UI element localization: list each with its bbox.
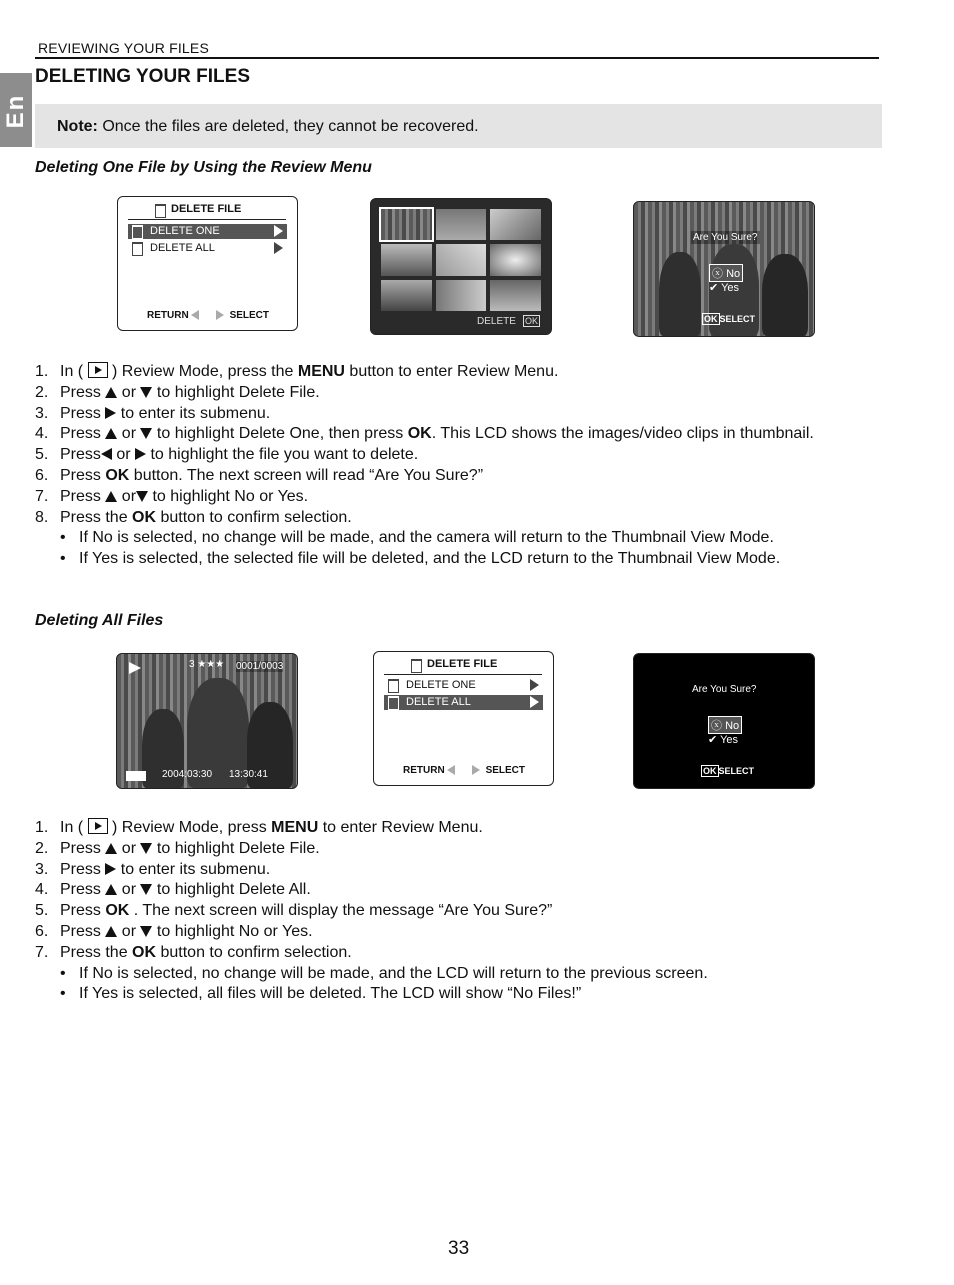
- arrow-down-icon: [140, 884, 152, 895]
- language-tab: [0, 73, 32, 147]
- step-text: Press or to highlight the file you want to delete.: [60, 446, 419, 464]
- thumbnail: [436, 244, 487, 275]
- step-text: In ( ) Review Mode, press the MENU button to enter Review Menu.: [60, 363, 559, 380]
- menu-item-label: DELETE ALL: [406, 696, 471, 708]
- option-yes-label: Yes: [720, 734, 739, 746]
- arrow-up-icon: [105, 926, 117, 937]
- step-text: Press OK button. The next screen will read “Are You Sure?”: [60, 466, 484, 484]
- photo-figure: [659, 252, 701, 336]
- menu-footer-select: [216, 310, 269, 321]
- lcd-thumbnails: [370, 198, 552, 335]
- step-text: Press or to highlight Delete One, then press OK. This LCD shows the images/video clips in thumbnail.: [60, 425, 814, 443]
- play-mode-icon: [88, 818, 108, 834]
- bullet-marker: •: [60, 964, 66, 982]
- header-rule: [35, 57, 879, 59]
- step-number: 1.: [35, 819, 49, 836]
- note-body: Once the files are deleted, they cannot be recovered.: [97, 118, 479, 135]
- thumbnail: [381, 280, 432, 311]
- arrow-down-icon: [140, 926, 152, 937]
- quality-value: 3: [189, 659, 195, 670]
- menu-footer-return: [403, 765, 455, 776]
- menu-title: DELETE FILE: [427, 658, 498, 670]
- menu-item-delete-one: [128, 224, 287, 239]
- menu-footer-return: [147, 310, 199, 321]
- thumbnail: [490, 244, 541, 275]
- option-no-label: No: [725, 720, 740, 732]
- emphasis: MENU: [297, 363, 345, 380]
- return-label: RETURN: [147, 310, 189, 321]
- emphasis: OK: [105, 466, 130, 484]
- arrow-right-icon: [105, 863, 116, 875]
- note-box: [35, 104, 882, 148]
- file-counter: 0001/0003: [236, 661, 284, 672]
- arrow-up-icon: [105, 491, 117, 502]
- menu-item-delete-all: [384, 695, 543, 710]
- step-number: 4.: [35, 881, 49, 899]
- emphasis: OK: [132, 943, 157, 961]
- arrow-up-icon: [105, 843, 117, 854]
- bullet-marker: •: [60, 985, 66, 1003]
- thumbnail: [381, 244, 432, 275]
- page-title: DELETING YOUR FILES: [35, 66, 251, 87]
- thumbnail: [436, 280, 487, 311]
- step-number: 3.: [35, 860, 49, 878]
- date-stamp: 2004:03:30: [162, 769, 213, 780]
- stars-icon: ★★★: [197, 659, 225, 670]
- emphasis: OK: [407, 425, 432, 443]
- step-number: 4.: [35, 425, 49, 443]
- ok-select-footer: [702, 313, 755, 325]
- step-number: 2.: [35, 383, 49, 401]
- confirm-question: Are You Sure?: [692, 684, 757, 695]
- step-text: In ( ) Review Mode, press MENU to enter Review Menu.: [60, 819, 483, 836]
- confirm-question: Are You Sure?: [693, 232, 758, 243]
- battery-icon: [126, 771, 146, 781]
- arrow-up-icon: [105, 884, 117, 895]
- thumbnail: [436, 209, 487, 240]
- trash-icon: [388, 696, 399, 710]
- bullet-marker: •: [60, 529, 66, 547]
- bullet-text: If Yes is selected, the selected file will be deleted, and the LCD return to the Thumbnail View Mode.: [79, 550, 781, 568]
- delete-label: DELETE: [477, 316, 516, 327]
- option-no-label: No: [726, 268, 741, 280]
- arrow-right-icon: [472, 765, 480, 775]
- arrow-down-icon: [136, 491, 148, 502]
- play-mode-icon: [129, 662, 141, 674]
- menu-item-delete-all: [128, 241, 287, 256]
- ok-badge: OK: [703, 766, 717, 776]
- step-number: 2.: [35, 839, 49, 857]
- arrow-right-icon: [274, 225, 283, 237]
- return-label: RETURN: [403, 765, 445, 776]
- lcd-playback-photo: [116, 653, 298, 789]
- step-number: 5.: [35, 446, 49, 464]
- step-number: 6.: [35, 466, 49, 484]
- step-text: Press or to highlight Delete File.: [60, 383, 320, 401]
- emphasis: OK: [105, 902, 130, 920]
- step-number: 5.: [35, 902, 49, 920]
- time-stamp: 13:30:41: [229, 769, 268, 780]
- thumbnail: [490, 280, 541, 311]
- step-text: Press to enter its submenu.: [60, 860, 271, 878]
- arrow-down-icon: [140, 387, 152, 398]
- step-text: Press or to highlight Delete All.: [60, 881, 311, 899]
- arrow-right-icon: [105, 407, 116, 419]
- select-label: SELECT: [229, 310, 270, 321]
- emphasis: MENU: [271, 819, 319, 836]
- menu-title: DELETE FILE: [171, 203, 242, 215]
- play-mode-icon: [88, 362, 108, 378]
- option-no: ⓧ No: [709, 264, 743, 282]
- lcd-confirm-black: [633, 653, 815, 789]
- section1-heading: Deleting One File by Using the Review Menu: [35, 159, 372, 176]
- arrow-left-icon: [101, 448, 112, 460]
- step-text: Press OK . The next screen will display the message “Are You Sure?”: [60, 902, 553, 920]
- menu-item-label: DELETE ALL: [150, 242, 215, 254]
- step-text: Press or to highlight Delete File.: [60, 839, 320, 857]
- step-number: 7.: [35, 487, 49, 505]
- trash-icon: [132, 242, 143, 256]
- arrow-right-icon: [216, 310, 224, 320]
- quality-indicator: [189, 659, 224, 670]
- ok-badge: OK: [525, 316, 539, 326]
- option-no: ⓧ No: [708, 716, 742, 734]
- note-text: [57, 118, 479, 136]
- bullet-text: If Yes is selected, all files will be deleted. The LCD will show “No Files!”: [79, 985, 582, 1003]
- step-number: 7.: [35, 943, 49, 961]
- note-label: Note:: [57, 118, 98, 135]
- arrow-down-icon: [140, 843, 152, 854]
- thumbnail: [490, 209, 541, 240]
- menu-item-label: DELETE ONE: [406, 679, 476, 691]
- arrow-left-icon: [191, 310, 199, 320]
- lcd-confirm-photo-1: [633, 201, 815, 337]
- step-text: Press the OK button to confirm selection.: [60, 943, 352, 961]
- arrow-up-icon: [105, 387, 117, 398]
- photo-figure: [762, 254, 808, 336]
- bullet-text: If No is selected, no change will be made, and the LCD will return to the previous screen.: [79, 964, 708, 982]
- arrow-left-icon: [447, 765, 455, 775]
- trash-icon: [132, 225, 143, 239]
- arrow-right-icon: [530, 679, 539, 691]
- arrow-right-icon: [135, 448, 146, 460]
- emphasis: OK: [132, 508, 157, 526]
- arrow-right-icon: [530, 696, 539, 708]
- option-yes: ✔ Yes: [709, 282, 740, 294]
- lcd-delete-menu-2: [373, 651, 554, 786]
- ok-badge: OK: [704, 314, 718, 324]
- step-number: 6.: [35, 922, 49, 940]
- thumbnail-grid: [381, 209, 541, 311]
- bullet-text: If No is selected, no change will be made, and the camera will return to the Thumbnail View Mode.: [79, 529, 774, 547]
- lcd-delete-menu-1: [117, 196, 298, 331]
- menu-item-delete-one: [384, 678, 543, 693]
- step-number: 8.: [35, 508, 49, 526]
- option-yes-label: Yes: [721, 282, 740, 294]
- step-number: 3.: [35, 404, 49, 422]
- ok-select-footer: [701, 765, 754, 777]
- page-number: 33: [448, 1238, 470, 1259]
- select-label: SELECT: [485, 765, 526, 776]
- menu-item-label: DELETE ONE: [150, 225, 220, 237]
- select-label: SELECT: [718, 766, 755, 776]
- trash-icon: [411, 659, 422, 673]
- thumbnail-selected: [381, 209, 432, 240]
- running-header: REVIEWING YOUR FILES: [38, 40, 209, 56]
- section2-heading: Deleting All Files: [35, 612, 164, 629]
- bullet-marker: •: [60, 550, 66, 568]
- trash-icon: [155, 204, 166, 218]
- arrow-down-icon: [140, 428, 152, 439]
- menu-rule: [384, 674, 542, 675]
- arrow-up-icon: [105, 428, 117, 439]
- step-text: Press to enter its submenu.: [60, 404, 271, 422]
- arrow-right-icon: [274, 242, 283, 254]
- menu-rule: [128, 219, 286, 220]
- step-text: Press the OK button to confirm selection.: [60, 508, 352, 526]
- step-text: Press or to highlight No or Yes.: [60, 922, 313, 940]
- trash-icon: [388, 679, 399, 693]
- step-number: 1.: [35, 363, 49, 380]
- step-text: Press or to highlight No or Yes.: [60, 487, 309, 505]
- select-label: SELECT: [719, 314, 756, 324]
- option-yes: ✔ Yes: [708, 734, 739, 746]
- language-tab-label: En: [2, 93, 29, 129]
- menu-footer-select: [472, 765, 525, 776]
